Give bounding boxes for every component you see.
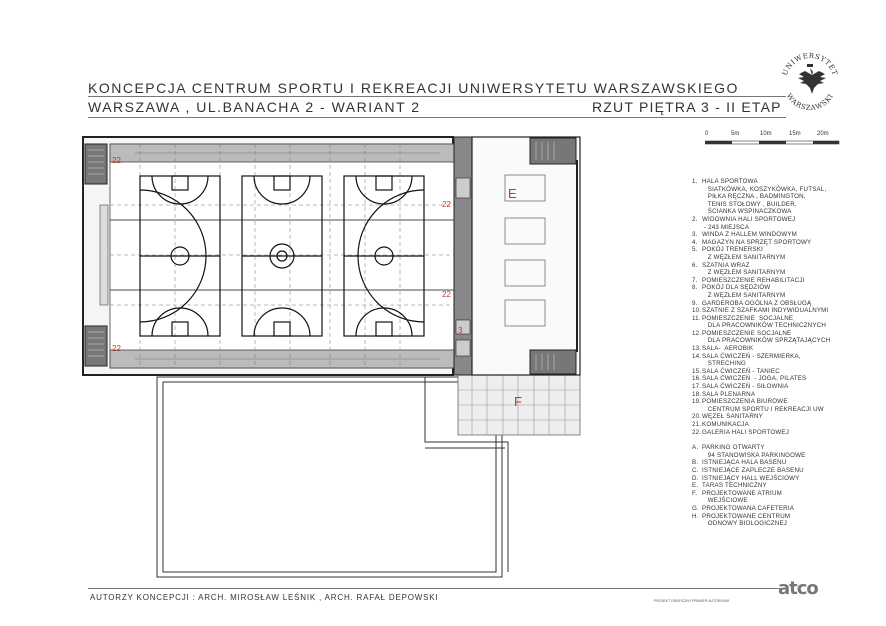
legend-item: 8. POKÓJ DLA SĘDZIÓW Z WĘZŁEM SANITARNYM (692, 284, 786, 299)
service-strip (454, 137, 472, 375)
legend-item: 18. SALA PLENARNA (692, 390, 756, 398)
legend-item: H. PROJEKTOWANE CENTRUM ODNOWY BIOLOGICZNEJ (692, 512, 791, 528)
room-3-label: 3 (458, 326, 463, 335)
footer-rule (88, 588, 786, 589)
legend-item: 9. GARDEROBA OGÓLNA Z OBSŁUGĄ (692, 299, 812, 307)
technical-terrace (472, 137, 580, 375)
scale-label-15m: 15m (789, 131, 801, 137)
legend-item: 10. SZATNIE Z SZAFKAMI INDYWIDUALNYMI (692, 307, 829, 315)
scale-label-10m: 10m (760, 131, 772, 137)
legend-item: 22. GALERIA HALI SPORTOWEJ (692, 428, 790, 436)
legend-item: 17. SALA ĆWICZEŃ - SIŁOWNIA (692, 383, 789, 391)
stair-top-right (530, 138, 576, 164)
logo-text-bottom: WARSZAWSKI (784, 92, 836, 113)
legend-item: 7. POMIESZCZENIE REHABILITACJI (692, 276, 805, 284)
brand-logo: atco (778, 578, 818, 599)
stair-bottom-right (530, 350, 576, 374)
scale-ruler (705, 140, 841, 146)
location-subtitle: WARSZAWA , UL.BANACHA 2 - WARIANT 2 (88, 99, 421, 115)
svg-text:WARSZAWSKI (785, 92, 835, 112)
legend-item: 6. SZATNIA WRAZ Z WĘZŁEM SANITARNYM (692, 261, 786, 277)
legend-item: 14. SALA ĆWICZEŃ - SZERMIERKA, STRECHING (692, 352, 801, 368)
legend-item: A. PARKING OTWARTY 94 STANOWISKA PARKINGOWE (692, 444, 806, 459)
scale-label-20m: 20m (817, 131, 829, 137)
legend-item: D. ISTNIEJĄCY HALL WEJŚCIOWY (692, 474, 800, 482)
credit-line: PROJEKT GRAFICZNY PRAWER AUTORSKIM (654, 599, 729, 603)
legend-gap (692, 436, 842, 444)
legend-item: 19. POMIESZCZENIA BIUROWE CENTRUM SPORTU I REKREACJI UW (692, 398, 824, 413)
room-f-label: F (514, 394, 522, 409)
drawing-title: KONCEPCJA CENTRUM SPORTU I REKREACJI UNIWERSYTETU WARSZAWSKIEGO (88, 80, 739, 96)
legend-item: 20. WĘZEŁ SANITARNY (692, 413, 763, 421)
scale-label-0: 0 (705, 131, 709, 137)
legend-item: C. ISTNIEJĄCE ZAPLECZE BASENU (692, 466, 804, 474)
legend-item: 3. WINDA Z HALLEM WINDOWYM (692, 231, 798, 239)
legend-item: 4. MAGAZYN NA SPRZĘT SPORTOWY (692, 238, 812, 246)
existing-building-outline (157, 377, 508, 577)
legend-item: 15. SALA ĆWICZEŃ - TANIEC (692, 367, 780, 375)
legend-item: 12. POMIESZCZENIE SOCJALNE DLA PRACOWNIKÓW SPRZĄTAJĄCYCH (692, 329, 831, 345)
scale-label-5m: 5m (731, 131, 740, 137)
legend-item: 1. HALA SPORTOWA SIATKÓWKA, KOSZYKÓWKA, FUTSAL, PIŁKA RĘCZNA , BADMINGTON, TENIS STOŁOWY , BUILDER, ŚCIANKA WSPINACZKOWA (692, 178, 827, 216)
subtitle-underline (88, 117, 786, 118)
legend-item: G. PROJEKTOWANA CAFETERIA (692, 504, 795, 512)
room-e-label: E (508, 186, 517, 201)
legend-item: 5. POKÓJ TRENERSKI Z WĘZŁEM SANITARNYM (692, 246, 786, 261)
legend-item: 21. KOMUNIKACJA (692, 421, 749, 428)
legend-item: 2. WIDOWNIA HALI SPORTOWEJ - 243 MIEJSCA (692, 215, 796, 231)
university-logo (776, 48, 844, 114)
elevator-block-lower (456, 340, 470, 356)
legend-item: B. ISTNIEJĄCA HALA BASENU (692, 459, 787, 467)
legend-item: 16. SALA ĆWICZEŃ - JOGA, PILATES (692, 375, 807, 383)
room-22-label: 22 (112, 344, 121, 353)
service-core-top (456, 178, 470, 198)
title-underline (88, 96, 786, 97)
eagle-icon (798, 64, 826, 94)
legend-item: 11. POMIESZCZENIE SOCJALNE DLA PRACOWNIKÓW TECHNICZNYCH (692, 314, 827, 330)
legend-item: E. TARAS TECHNICZNY (692, 482, 767, 490)
room-legend (692, 178, 842, 528)
room-22-label: 22 (112, 156, 121, 165)
climbing-wall (100, 205, 108, 305)
room-22-label: 22 (442, 200, 451, 209)
authors-line: AUTORZY KONCEPCJI : ARCH. MIROSŁAW LEŚNIK , ARCH. RAFAŁ DEPOWSKI (90, 593, 439, 602)
legend-item: 13. SALA- AEROBIK (692, 345, 754, 353)
legend-item: F. PROJEKTOWANE ATRIUM WEJŚCIOWE (692, 489, 783, 505)
drawing-name: RZUT PIĘTRA 3 - II ETAP (592, 99, 782, 115)
logo-text-top: UNIWERSYTET (780, 51, 839, 77)
floor-plan (80, 130, 680, 585)
room-22-label: 22 (442, 290, 451, 299)
